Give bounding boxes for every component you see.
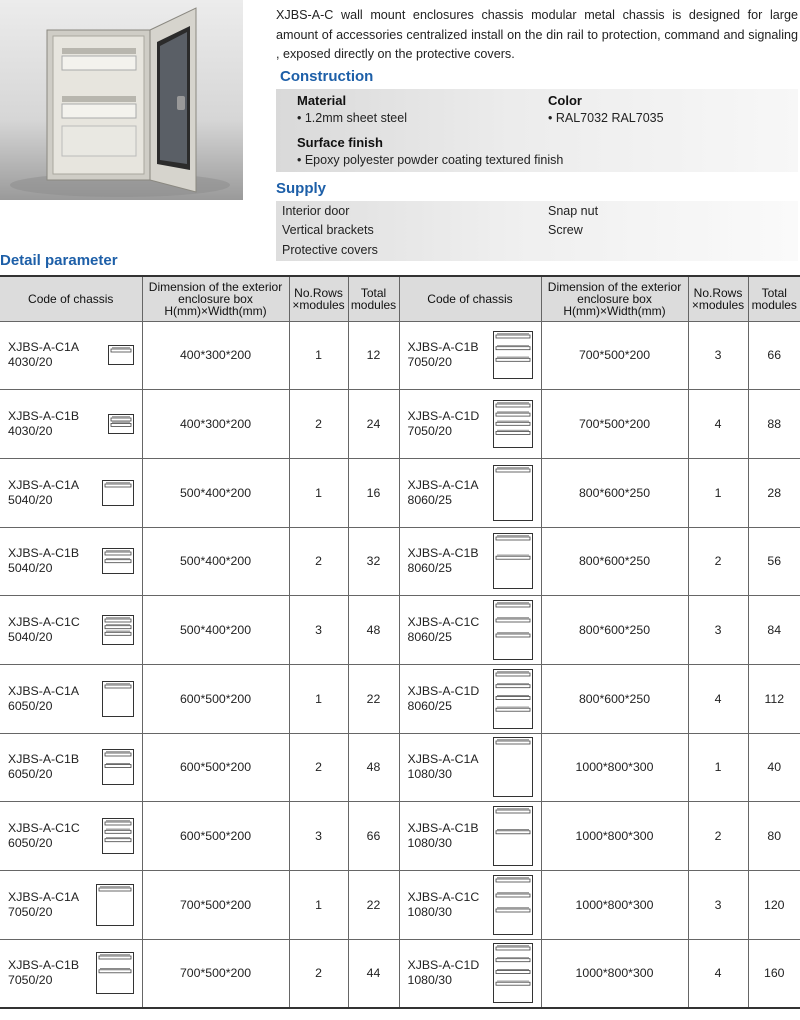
chassis-code-model: XJBS-A-C1A [407, 752, 479, 767]
dimension-cell: 700*500*200 [541, 321, 688, 390]
total-cell: 80 [748, 802, 800, 871]
chassis-code [0, 802, 142, 871]
chassis-code-size: 8060/25 [407, 698, 452, 713]
table-row [0, 596, 800, 665]
rows-cell: 1 [688, 733, 748, 802]
chassis-code-model: XJBS-A-C1A [8, 683, 80, 698]
chassis-code-size: 7050/20 [407, 355, 452, 370]
chassis-code-model: XJBS-A-C1C [8, 615, 80, 630]
dimension-cell: 700*500*200 [142, 871, 289, 940]
supply-item: Snap nut [548, 204, 599, 218]
rows-cell: 3 [688, 596, 748, 665]
rows-cell: 2 [289, 733, 348, 802]
header-total: Total modules [748, 276, 800, 321]
chassis-code-size: 7050/20 [8, 973, 53, 988]
construction-title: Construction [280, 68, 374, 85]
chassis-code-size: 1080/30 [407, 836, 452, 851]
rows-cell: 1 [289, 321, 348, 390]
chassis-code-size: 6050/20 [8, 836, 53, 851]
chassis-layout-icon [493, 737, 533, 797]
chassis-layout-icon [493, 875, 533, 935]
table-row [0, 733, 800, 802]
chassis-code [0, 664, 142, 733]
chassis-code-model: XJBS-A-C1C [407, 889, 480, 904]
chassis-code-size: 1080/30 [407, 904, 452, 919]
rows-cell: 1 [289, 458, 348, 527]
rows-cell: 1 [289, 664, 348, 733]
finish-label: Surface finish [297, 135, 383, 150]
table-row [0, 527, 800, 596]
material-value: • 1.2mm sheet steel [297, 111, 407, 125]
material-label: Material [297, 93, 347, 108]
total-cell: 84 [748, 596, 800, 665]
chassis-layout-icon [108, 414, 134, 434]
chassis-layout-icon [102, 615, 134, 645]
total-cell: 16 [348, 458, 399, 527]
total-cell: 44 [348, 939, 399, 1008]
rows-cell: 2 [289, 939, 348, 1008]
chassis-code [399, 939, 541, 1008]
chassis-layout-icon [102, 681, 134, 717]
chassis-code-size: 8060/25 [407, 492, 452, 507]
chassis-code-size: 6050/20 [8, 698, 53, 713]
total-cell: 120 [748, 871, 800, 940]
chassis-code [0, 871, 142, 940]
supply-item: Protective covers [282, 243, 378, 257]
chassis-code-model: XJBS-A-C1B [407, 821, 479, 836]
intro-paragraph: XJBS-A-C wall mount enclosures chassis modular metal chassis is designed for large amount of accessories centralized install on the din rail to protection, command and signaling , exposed directly on the protective covers. [276, 8, 798, 61]
chassis-code-size: 6050/20 [8, 767, 53, 782]
chassis-code-size: 4030/20 [8, 424, 53, 439]
chassis-code [399, 664, 541, 733]
total-cell: 22 [348, 664, 399, 733]
table-row [0, 664, 800, 733]
header-rows: No.Rows ×modules [289, 276, 348, 321]
header-rows: No.Rows ×modules [688, 276, 748, 321]
chassis-code-model: XJBS-A-C1A [407, 477, 479, 492]
chassis-code-size: 8060/25 [407, 561, 452, 576]
total-cell: 88 [748, 390, 800, 459]
chassis-code-size: 5040/20 [8, 630, 53, 645]
rows-cell: 3 [289, 802, 348, 871]
rows-cell: 2 [688, 527, 748, 596]
chassis-code [0, 458, 142, 527]
rows-cell: 3 [688, 871, 748, 940]
total-cell: 22 [348, 871, 399, 940]
total-cell: 32 [348, 527, 399, 596]
chassis-code [399, 733, 541, 802]
total-cell: 160 [748, 939, 800, 1008]
chassis-code-model: XJBS-A-C1D [407, 683, 480, 698]
chassis-code [399, 390, 541, 459]
dimension-cell: 800*600*250 [541, 527, 688, 596]
total-cell: 12 [348, 321, 399, 390]
product-photo [0, 0, 243, 200]
chassis-code-size: 1080/30 [407, 767, 452, 782]
chassis-code-model: XJBS-A-C1D [407, 958, 480, 973]
dimension-cell: 600*500*200 [142, 733, 289, 802]
chassis-code-model: XJBS-A-C1B [407, 340, 479, 355]
rows-cell: 3 [289, 596, 348, 665]
total-cell: 24 [348, 390, 399, 459]
chassis-code-size: 1080/30 [407, 973, 452, 988]
dimension-cell: 1000*800*300 [541, 802, 688, 871]
chassis-code-size: 8060/25 [407, 630, 452, 645]
chassis-code-size: 4030/20 [8, 355, 53, 370]
dimension-cell: 600*500*200 [142, 802, 289, 871]
chassis-code-size: 5040/20 [8, 492, 53, 507]
supply-item: Interior door [282, 204, 350, 218]
dimension-cell: 400*300*200 [142, 321, 289, 390]
chassis-code [399, 458, 541, 527]
total-cell: 40 [748, 733, 800, 802]
header-code: Code of chassis [0, 276, 142, 321]
dimension-cell: 600*500*200 [142, 664, 289, 733]
chassis-layout-icon [493, 806, 533, 866]
total-cell: 48 [348, 733, 399, 802]
chassis-layout-icon [493, 600, 533, 660]
chassis-code [399, 802, 541, 871]
table-row [0, 939, 800, 1008]
dimension-cell: 800*600*250 [541, 596, 688, 665]
rows-cell: 4 [688, 664, 748, 733]
table-row [0, 390, 800, 459]
chassis-code-model: XJBS-A-C1D [407, 409, 480, 424]
dimension-cell: 700*500*200 [142, 939, 289, 1008]
chassis-code [399, 596, 541, 665]
chassis-code-size: 5040/20 [8, 561, 53, 576]
chassis-code-model: XJBS-A-C1B [8, 409, 80, 424]
supply-item: Screw [548, 223, 583, 237]
table-row [0, 802, 800, 871]
detail-title: Detail parameter [0, 252, 118, 269]
header-code: Code of chassis [399, 276, 541, 321]
chassis-layout-icon [102, 749, 134, 785]
rows-cell: 2 [289, 390, 348, 459]
rows-cell: 4 [688, 939, 748, 1008]
rows-cell: 1 [688, 458, 748, 527]
chassis-code-model: XJBS-A-C1C [407, 615, 480, 630]
enclosure-image [0, 0, 243, 200]
parameter-table [0, 275, 800, 1009]
total-cell: 66 [748, 321, 800, 390]
total-cell: 112 [748, 664, 800, 733]
chassis-layout-icon [102, 548, 134, 574]
chassis-code [399, 871, 541, 940]
chassis-layout-icon [102, 480, 134, 506]
chassis-code [0, 733, 142, 802]
chassis-layout-icon [493, 533, 533, 589]
chassis-code [0, 527, 142, 596]
chassis-code-size: 7050/20 [8, 904, 53, 919]
rows-cell: 3 [688, 321, 748, 390]
dimension-cell: 400*300*200 [142, 390, 289, 459]
chassis-code-model: XJBS-A-C1B [8, 958, 80, 973]
dimension-cell: 1000*800*300 [541, 871, 688, 940]
chassis-layout-icon [96, 952, 134, 994]
total-cell: 28 [748, 458, 800, 527]
table-header-row [0, 276, 800, 321]
chassis-code-model: XJBS-A-C1B [8, 752, 80, 767]
chassis-code-model: XJBS-A-C1B [407, 546, 479, 561]
color-value: • RAL7032 RAL7035 [548, 111, 664, 125]
rows-cell: 2 [688, 802, 748, 871]
chassis-layout-icon [493, 669, 533, 729]
table-row [0, 321, 800, 390]
total-cell: 66 [348, 802, 399, 871]
dimension-cell: 800*600*250 [541, 664, 688, 733]
rows-cell: 4 [688, 390, 748, 459]
dimension-cell: 800*600*250 [541, 458, 688, 527]
chassis-code [399, 321, 541, 390]
construction-panel [276, 89, 798, 172]
chassis-code [399, 527, 541, 596]
chassis-code-model: XJBS-A-C1B [8, 546, 80, 561]
chassis-code [0, 939, 142, 1008]
chassis-code-model: XJBS-A-C1A [8, 889, 80, 904]
dimension-cell: 500*400*200 [142, 596, 289, 665]
supply-title: Supply [276, 180, 327, 197]
supply-panel [276, 201, 798, 261]
chassis-layout-icon [108, 345, 134, 365]
header-dimension: Dimension of the exterior enclosure box H(mm)×Width(mm) [142, 276, 289, 321]
rows-cell: 1 [289, 871, 348, 940]
chassis-layout-icon [493, 400, 533, 448]
chassis-code [0, 321, 142, 390]
chassis-code-model: XJBS-A-C1C [8, 821, 80, 836]
color-label: Color [548, 93, 582, 108]
header-dimension: Dimension of the exterior enclosure box H(mm)×Width(mm) [541, 276, 688, 321]
chassis-layout-icon [102, 818, 134, 854]
dimension-cell: 500*400*200 [142, 527, 289, 596]
chassis-code [0, 390, 142, 459]
table-row [0, 458, 800, 527]
rows-cell: 2 [289, 527, 348, 596]
chassis-layout-icon [493, 465, 533, 521]
supply-item: Vertical brackets [282, 223, 374, 237]
dimension-cell: 1000*800*300 [541, 939, 688, 1008]
header-total: Total modules [348, 276, 399, 321]
finish-value: • Epoxy polyester powder coating textured finish [297, 153, 564, 167]
total-cell: 56 [748, 527, 800, 596]
chassis-layout-icon [96, 884, 134, 926]
chassis-code-model: XJBS-A-C1A [8, 340, 80, 355]
chassis-layout-icon [493, 331, 533, 379]
dimension-cell: 700*500*200 [541, 390, 688, 459]
total-cell: 48 [348, 596, 399, 665]
dimension-cell: 500*400*200 [142, 458, 289, 527]
table-row [0, 871, 800, 940]
dimension-cell: 1000*800*300 [541, 733, 688, 802]
chassis-code [0, 596, 142, 665]
chassis-layout-icon [493, 943, 533, 1003]
chassis-code-model: XJBS-A-C1A [8, 477, 80, 492]
chassis-code-size: 7050/20 [407, 424, 452, 439]
